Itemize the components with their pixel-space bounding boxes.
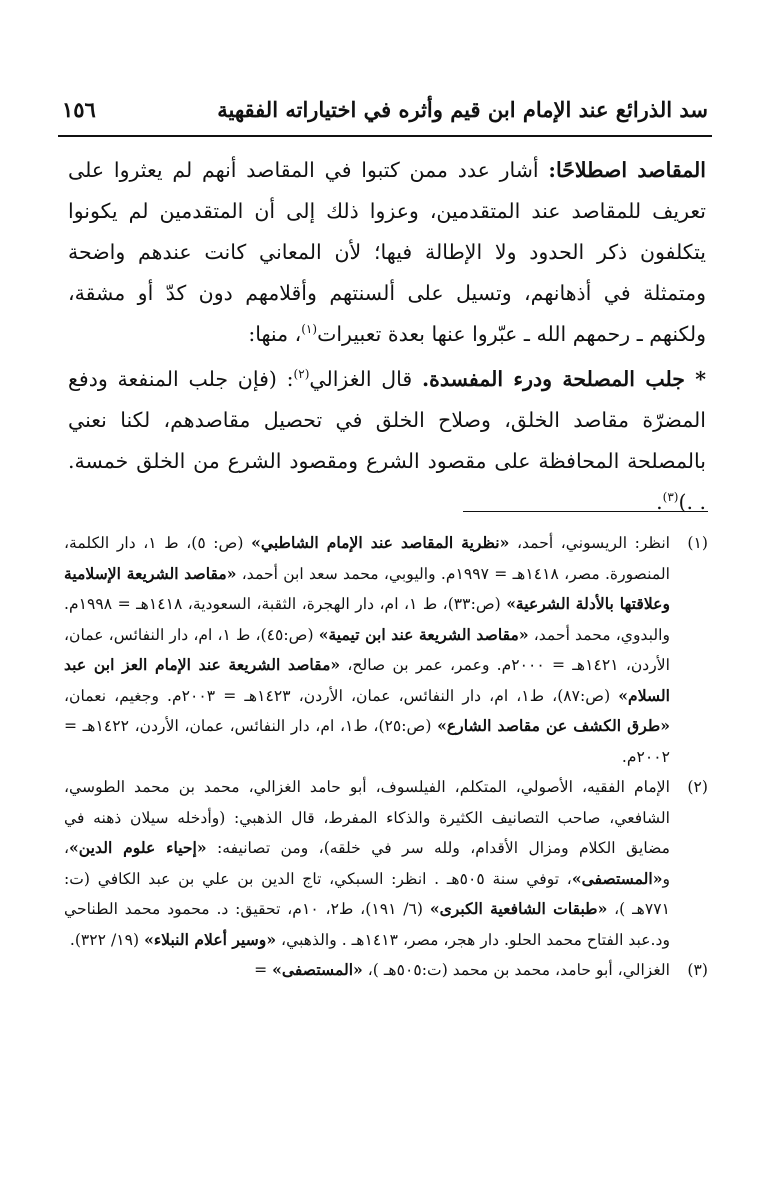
footnote-ref: (٢): [293, 367, 310, 382]
footnote-ref: (١): [301, 322, 318, 337]
page-number: ١٥٦: [62, 96, 96, 122]
footnote-ref: (٣): [662, 490, 679, 505]
paragraph-term: المقاصد اصطلاحًا:: [548, 158, 706, 182]
header-divider: [58, 135, 712, 137]
cited-title: «طرق الكشف عن مقاصد الشارع»: [437, 716, 670, 735]
cited-title: «مقاصد الشريعة عند الإمام العز ابن عبد السلام»: [64, 655, 670, 705]
footnote-3: (٣) الغزالي، أبو حامد، محمد بن محمد (ت:٥٠٥هـ )، «المستصفى» =: [64, 955, 708, 986]
bullet-star: *: [684, 367, 706, 391]
cited-title: «إحياء علوم الدين»: [69, 838, 207, 857]
footnote-divider: [463, 511, 708, 512]
cited-title: «وسير أعلام النبلاء»: [144, 929, 277, 949]
footnotes: [64, 528, 708, 986]
cited-title: «المستصفى»: [272, 960, 363, 979]
footnote-number: (٣): [687, 961, 708, 979]
footnote-1: (١) انظر: الريسوني، أحمد، «نظرية المقاصد عند الإمام الشاطبي» (ص: ٥)، ط ١، دار الكلمة، المنصورة. مصر، ١٤١٨هـ = ١٩٩٧م. واليوبي، محمد سعد ابن أحمد، «مقاصد الشريعة الإسلامية وعلاقتها بالأدلة الشرعية» (ص:٣٣)، ط ١، ام، دار الهجرة، الثقبة، السعودية، ١٤١٨هـ = ١٩٩٨م. والبدوي، محمد أحمد، «مقاصد الشريعة عند ابن تيمية» (ص:٤٥)، ط ١، ام، دار النفائس، عمان، الأردن، ١٤٢١هـ = ٢٠٠٠م. وعمر، عمر بن صالح، «مقاصد الشريعة عند الإمام العز ابن عبد السلام» (ص:٨٧)، ط١، ام، دار النفائس، عمان، الأردن، ١٤٢٣هـ = ٢٠٠٣م. وجغيم، نعمان، «طرق الكشف عن مقاصد الشارع» (ص:٢٥)، ط١، ام، دار النفائس، عمان، الأردن، ١٤٢٢هـ = ٢٠٠٢م.: [64, 528, 708, 772]
footnote-number: (١): [687, 534, 708, 552]
running-title: سد الذرائع عند الإمام ابن قيم وأثره في اختياراته الفقهية: [217, 96, 708, 122]
page-header: [62, 92, 708, 126]
cited-title: «المستصفى»: [571, 868, 663, 888]
paragraph-maslaha: * جلب المصلحة ودرء المفسدة. قال الغزالي$^{(٢)}$: (فإن جلب المنفعة ودفع المضرّة مقاصد الخلق، وصلاح الخلق في تحصيل مقاصدهم، لكنا نعني بالمصلحة المحافظة على مقصود الشرع ومقصود الشرع من الخلق خمسة. . .)$^{(٣)}$.: [68, 367, 706, 514]
cited-title: «مقاصد الشريعة عند ابن تيمية»: [318, 624, 529, 644]
paragraph-term: جلب المصلحة ودرء المفسدة.: [421, 367, 685, 391]
cited-title: «طبقات الشافعية الكبرى»: [429, 899, 608, 918]
cited-title: «مقاصد الشريعة الإسلامية وعلاقتها بالأدلة الشرعية»: [64, 563, 670, 613]
main-text: [68, 150, 706, 523]
cited-title: «نظرية المقاصد عند الإمام الشاطبي»: [251, 533, 510, 552]
footnote-number: (٢): [687, 778, 708, 796]
footnote-2: (٢) الإمام الفقيه، الأصولي، المتكلم، الفيلسوف، أبو حامد الغزالي، محمد بن محمد الطوسي، الشافعي، صاحب التصانيف الكثيرة والذكاء المفرط، قال الذهبي: (وأدخله سيلان ذهنه في مضايق الكلام ومزال الأقدام، ولله سر في خلقه)، ومن تصانيفه: «إحياء علوم الدين»، و«المستصفى»، توفي سنة ٥٠٥هـ . انظر: السبكي، تاج الدين بن علي بن عبد الكافي (ت: ٧٧١هـ )، «طبقات الشافعية الكبرى» (٦/ ١٩١)، ط٢، ١٠م، تحقيق: د. محمود محمد الطناحي ود.عبد الفتاح محمد الحلو. دار هجر، مصر، ١٤١٣هـ . والذهبي، «وسير أعلام النبلاء» (١٩/ ٣٢٢).: [64, 772, 708, 955]
paragraph-maqasid-definition: المقاصد اصطلاحًا: أشار عدد ممن كتبوا في المقاصد أنهم لم يعثروا على تعريف للمقاصد عند المتقدمين، وعزوا ذلك إلى أن المتقدمين لم يكونوا يتكلفون ذكر الحدود ولا الإطالة فيها؛ لأن المعاني كانت عندهم واضحة ومتمثلة في أذهانهم، وتسيل على ألسنتهم وأقلامهم دون كدّ أو مشقة، ولكنهم ـ رحمهم الله ـ عبّروا عنها بعدة تعبيرات$^{(١)}$، منها:: [68, 158, 706, 346]
